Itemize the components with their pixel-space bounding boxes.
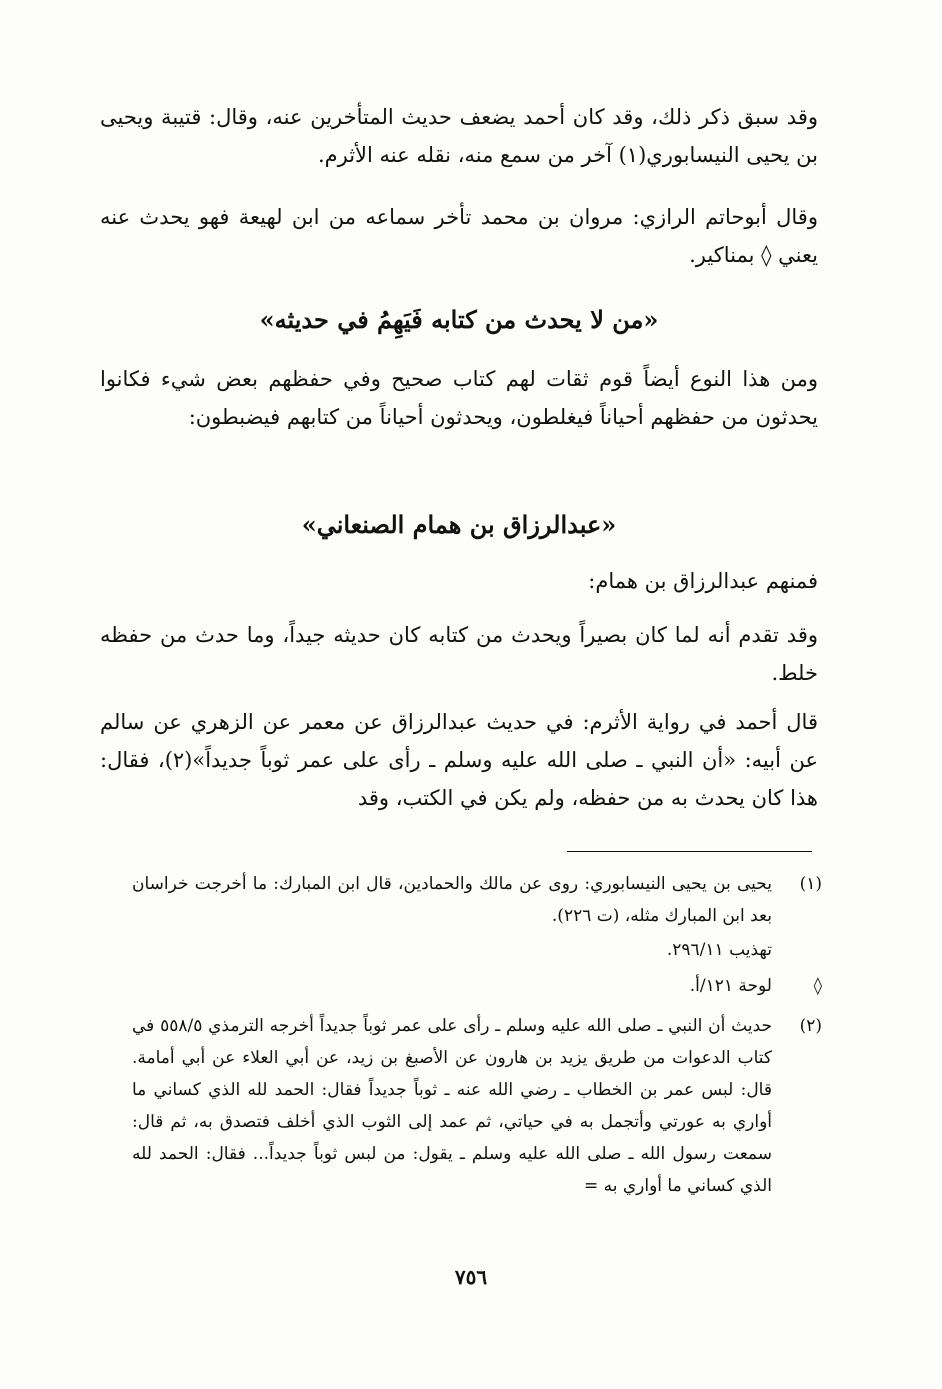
- footnote-divider: [567, 851, 812, 852]
- paragraph-3: [100, 360, 818, 436]
- footnote-1-text: يحيى بن يحيى النيسابوري: روى عن مالك والحمادين، قال ابن المبارك: ما أخرجت خراسان بعد ابن المبارك مثله، (ت ٢٢٦).: [132, 874, 772, 926]
- paragraph-4: [100, 562, 818, 600]
- manuscript-marker-symbol: ◊: [813, 976, 822, 996]
- section-heading-2: «عبدالرزاق بن همام الصنعاني»: [301, 510, 617, 539]
- paragraph-6-text: قال أحمد في رواية الأثرم: في حديث عبدالرزاق عن معمر عن الزهري عن سالم عن أبيه: «أن النبي ـ صلى الله عليه وسلم ـ رأى على عمر ثوباً جديداً»(٢)، فقال: هذا كان يحدث به من حفظه، ولم يكن في الكتب، وقد: [100, 710, 818, 810]
- manuscript-folio-note: لوحة ١٢١/أ.: [689, 976, 772, 996]
- paragraph-2: [100, 198, 818, 274]
- page-number: ٧٥٦: [454, 1265, 488, 1289]
- section-heading-1: «من لا يحدث من كتابه فَيَهِمُ في حديثه»: [259, 305, 659, 334]
- footnote-1-reference: تهذيب ٢٩٦/١١.: [666, 940, 772, 960]
- paragraph-1-text: وقد سبق ذكر ذلك، وقد كان أحمد يضعف حديث المتأخرين عنه، وقال: قتيبة ويحيى بن يحيى النيسابوري(١) آخر من سمع منه، نقله عنه الأثرم.: [100, 105, 818, 167]
- paragraph-1: [100, 98, 818, 174]
- footnote-2-number: (٢): [799, 1016, 822, 1036]
- paragraph-3-text: ومن هذا النوع أيضاً قوم ثقات لهم كتاب صحيح وفي حفظهم بعض شيء فكانوا يحدثون من حفظهم أحياناً فيغلطون، ويحدثون أحياناً من كتابهم فيضبطون:: [100, 367, 818, 429]
- paragraph-6: [100, 703, 818, 817]
- paragraph-5-text: وقد تقدم أنه لما كان بصيراً ويحدث من كتابه كان حديثه جيداً، وما حدث من حفظه خلط.: [100, 623, 818, 685]
- footnote-2-text: حديث أن النبي ـ صلى الله عليه وسلم ـ رأى على عمر ثوباً جديداً أخرجه الترمذي ٥٥٨/٥ في كتاب الدعوات من طريق يزيد بن هارون عن الأصبغ بن زيد، عن أبي العلاء عن أبي أمامة. قال: لبس عمر بن الخطاب ـ رضي الله عنه ـ ثوباً جديداً فقال: الحمد لله الذي كساني ما أواري به عورتي وأتجمل به في حياتي، ثم عمد إلى الثوب الذي أخلف فتصدق به، ثم قال: سمعت رسول الله ـ صلى الله عليه وسلم ـ يقول: من لبس ثوباً جديداً... فقال: الحمد لله الذي كساني ما أواري به =: [132, 1016, 773, 1196]
- footnote-1-number: (١): [799, 874, 822, 894]
- paragraph-4-text: فمنهم عبدالرزاق بن همام:: [588, 569, 818, 593]
- paragraph-2-text: وقال أبوحاتم الرازي: مروان بن محمد تأخر سماعه من ابن لهيعة فهو يحدث عنه يعني ◊ بمناكير.: [100, 205, 818, 267]
- paragraph-5: [100, 616, 818, 692]
